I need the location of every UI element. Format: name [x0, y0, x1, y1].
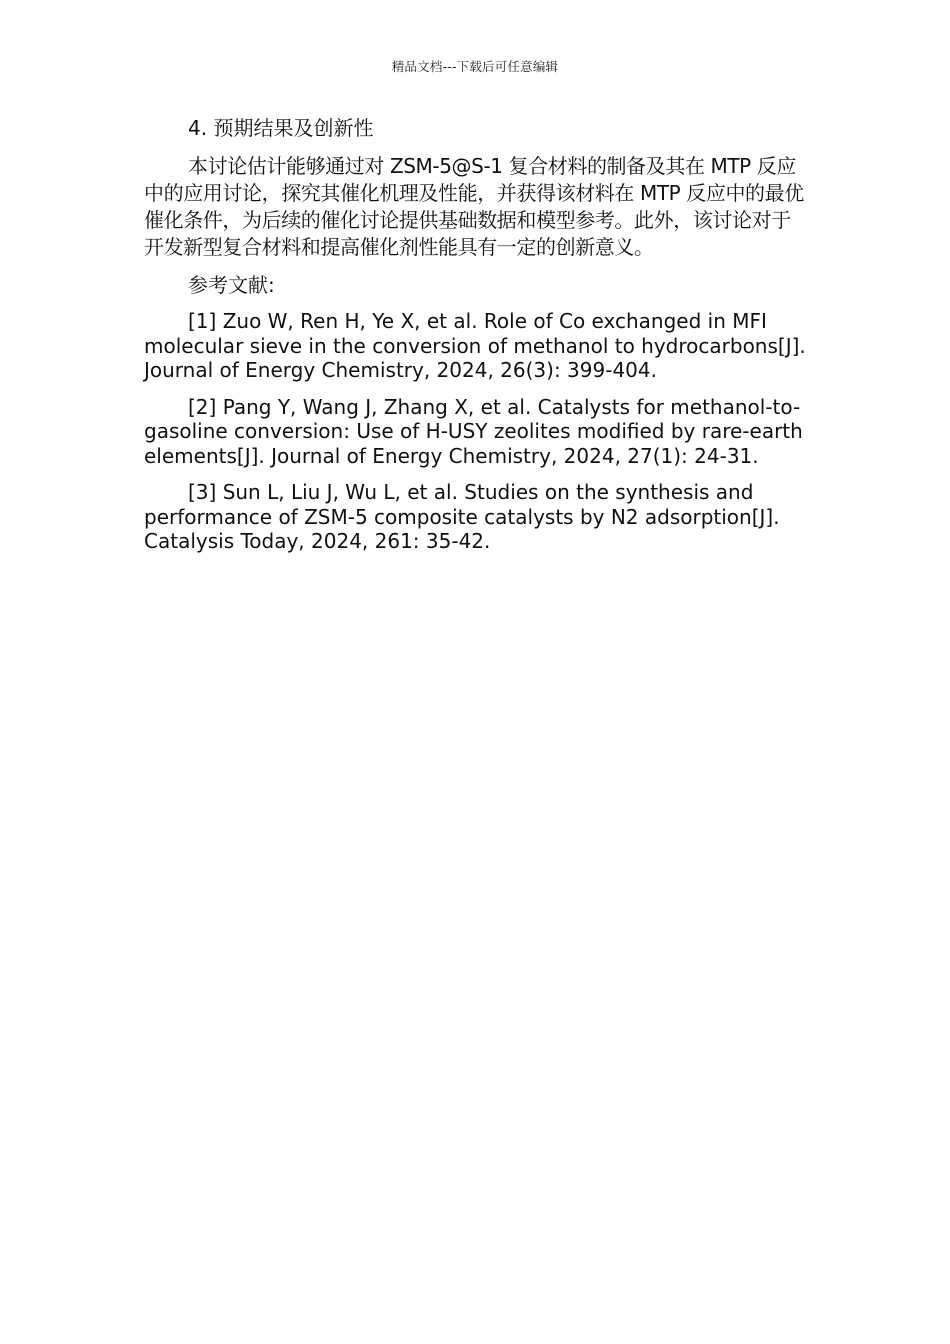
references-title: 参考文献:	[188, 272, 275, 297]
document-body	[144, 116, 808, 566]
reference-item-2: [2] Pang Y, Wang J, Zhang X, et al. Catalysts for methanol-to-gasoline conversion: Use of H-USY zeolites modified by rare-earth elements[J]. Journal of Energy Chemistry, 2024, 27(1): 24-31.	[144, 394, 803, 468]
section-body-paragraph: 本讨论估计能够通过对 ZSM-5@S-1 复合材料的制备及其在 MTP 反应中的应用讨论，探究其催化机理及性能，并获得该材料在 MTP 反应中的最优催化条件，为后续的催化讨论提供基础数据和模型参考。此外，该讨论对于开发新型复合材料和提高催化剂性能具有一定的创新意义。	[144, 153, 804, 259]
reference-item-3: [3] Sun L, Liu J, Wu L, et al. Studies on the synthesis and performance of ZSM-5 composite catalysts by N2 adsorption[J]. Catalysis Today, 2024, 261: 35-42.	[144, 480, 780, 553]
reference-item-1: [1] Zuo W, Ren H, Ye X, et al. Role of Co exchanged in MFI molecular sieve in the conversion of methanol to hydrocarbons[J]. Journal of Energy Chemistry, 2024, 26(3): 399-404.	[144, 309, 806, 382]
section-heading: 4. 预期结果及创新性	[188, 116, 374, 140]
page-header: 精品文档---下载后可任意编辑	[391, 59, 559, 74]
